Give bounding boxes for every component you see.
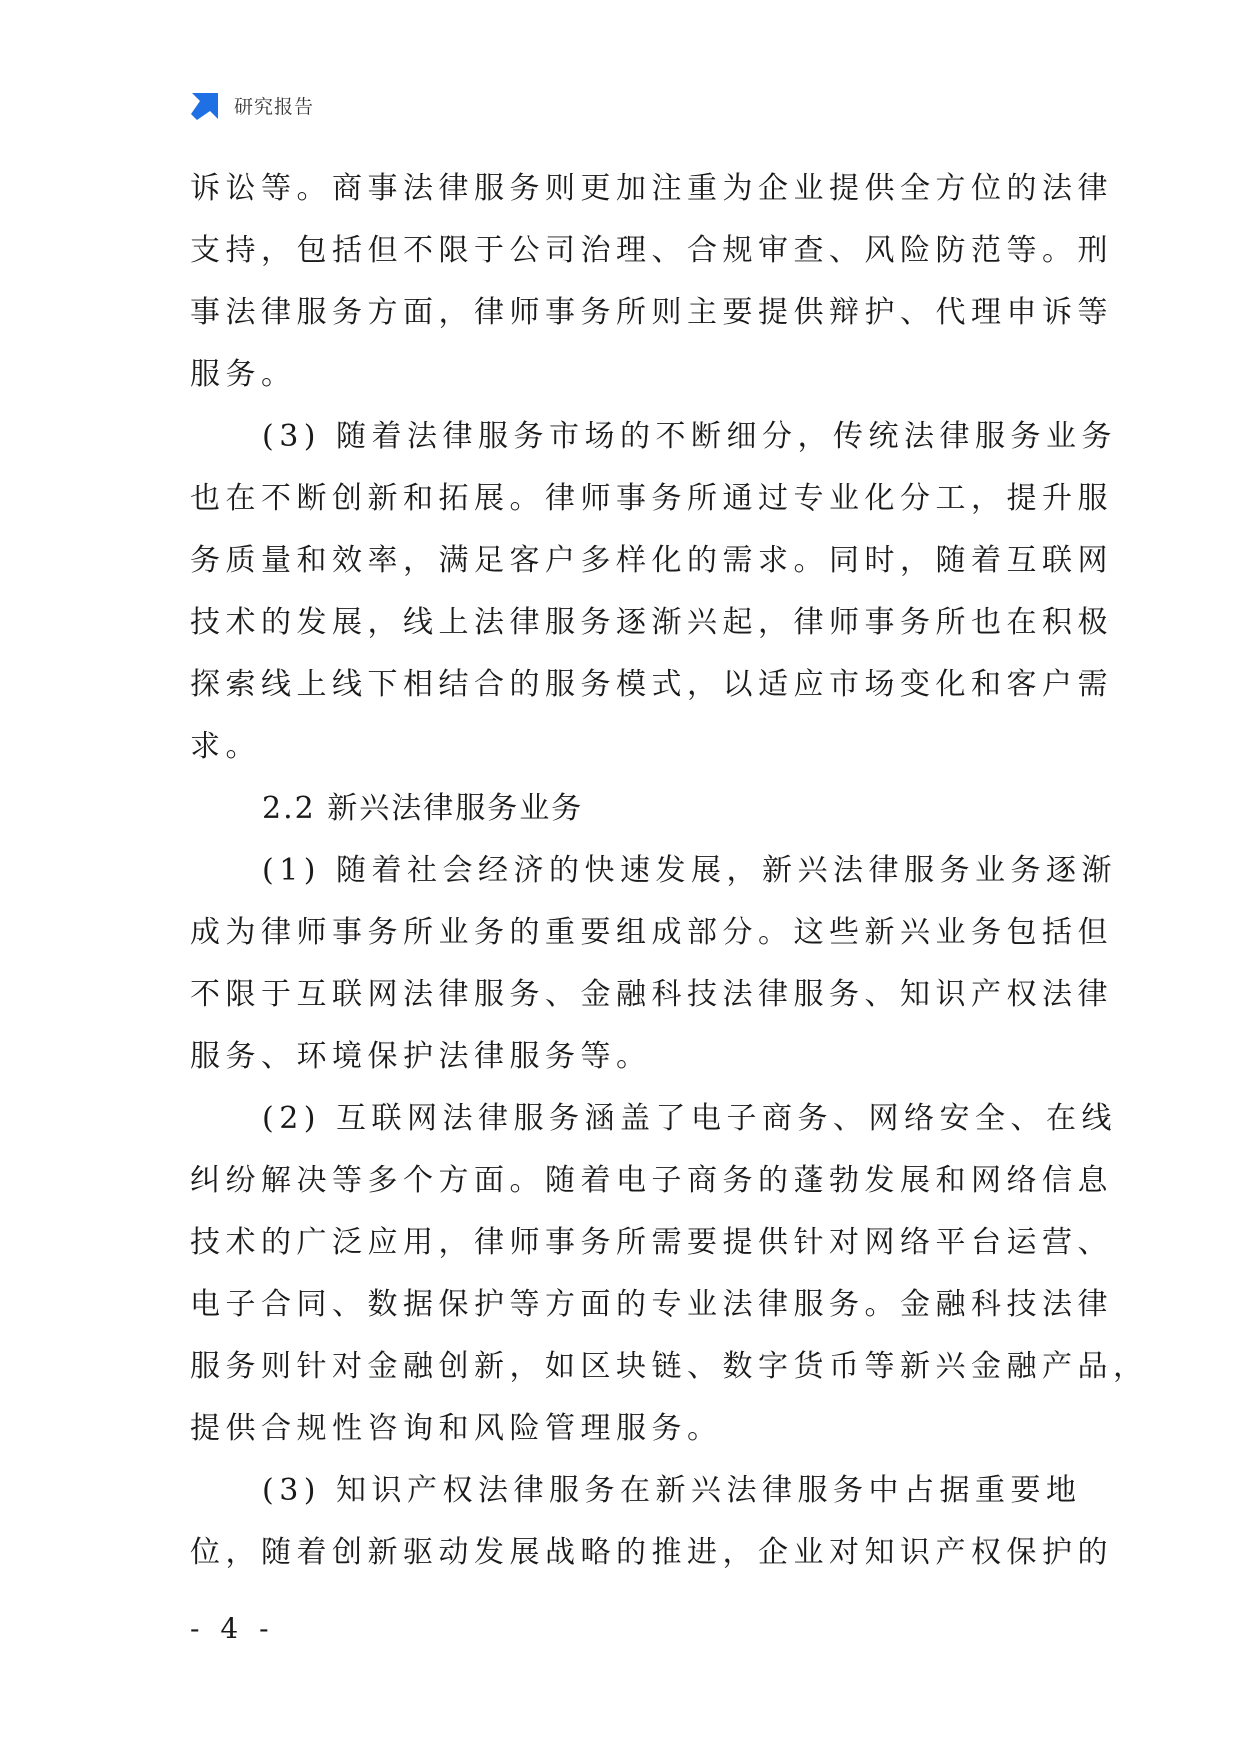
text-line: 支持，包括但不限于公司治理、合规审查、风险防范等。刑	[190, 233, 1113, 268]
text-line: (1) 随着社会经济的快速发展，新兴法律服务业务逐渐	[262, 853, 1118, 888]
text-line: 位，随着创新驱动发展战略的推进，企业对知识产权保护的	[190, 1535, 1113, 1570]
text-line: 技术的广泛应用，律师事务所需要提供针对网络平台运营、	[190, 1225, 1113, 1260]
text-line: 成为律师事务所业务的重要组成部分。这些新兴业务包括但	[190, 915, 1113, 950]
text-line: (3) 知识产权法律服务在新兴法律服务中占据重要地	[262, 1473, 1082, 1508]
page-number: - 4 -	[190, 1612, 275, 1645]
text-line: 电子合同、数据保护等方面的专业法律服务。金融科技法律	[190, 1287, 1113, 1322]
arrow-up-right-icon	[190, 89, 222, 121]
text-line: 事法律服务方面，律师事务所则主要提供辩护、代理申诉等	[190, 295, 1113, 330]
text-line: 技术的发展，线上法律服务逐渐兴起，律师事务所也在积极	[190, 605, 1113, 640]
paragraph	[190, 1088, 1149, 1460]
text-line: 不限于互联网法律服务、金融科技法律服务、知识产权法律	[190, 977, 1113, 1012]
text-line: (2) 互联网法律服务涵盖了电子商务、网络安全、在线	[262, 1101, 1118, 1136]
paragraph	[190, 158, 1113, 406]
text-line: 求。	[190, 729, 261, 764]
text-line: 服务则针对金融创新，如区块链、数字货币等新兴金融产品，	[190, 1349, 1149, 1384]
document-body	[190, 158, 1149, 1584]
text-line: 诉讼等。商事法律服务则更加注重为企业提供全方位的法律	[190, 171, 1113, 206]
text-line: 服务。	[190, 357, 297, 392]
text-line: 务质量和效率，满足客户多样化的需求。同时，随着互联网	[190, 543, 1113, 578]
text-line: 探索线上线下相结合的服务模式，以适应市场变化和客户需	[190, 667, 1113, 702]
paragraph	[190, 1460, 1113, 1584]
text-line: 服务、环境保护法律服务等。	[190, 1039, 652, 1074]
text-line: 纠纷解决等多个方面。随着电子商务的蓬勃发展和网络信息	[190, 1163, 1113, 1198]
text-line: 提供合规性咨询和风险管理服务。	[190, 1411, 723, 1446]
paragraph	[190, 406, 1118, 778]
text-line: (3) 随着法律服务市场的不断细分，传统法律服务业务	[262, 419, 1118, 454]
text-line: 也在不断创新和拓展。律师事务所通过专业化分工，提升服	[190, 481, 1113, 516]
section-heading-text: 2.2 新兴法律服务业务	[262, 791, 584, 826]
page-header	[190, 88, 314, 122]
paragraph	[190, 840, 1118, 1088]
header-title: 研究报告	[234, 95, 315, 118]
section-heading	[190, 778, 1058, 840]
